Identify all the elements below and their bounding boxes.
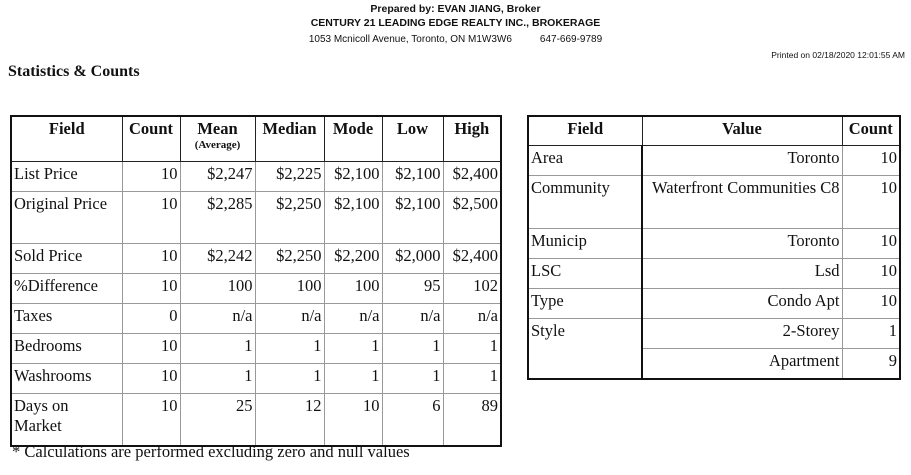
cell-field: Washrooms <box>11 364 122 394</box>
prepared-by: Prepared by: EVAN JIANG, Broker <box>370 3 541 15</box>
cell-count: 10 <box>122 192 180 244</box>
header-mean <box>180 116 255 162</box>
cell-mean: $2,285 <box>180 192 255 244</box>
cell-mode: $2,200 <box>324 244 382 274</box>
cell-value: Toronto <box>642 146 842 176</box>
cell-mean: 1 <box>180 334 255 364</box>
cell-count: 1 <box>842 319 900 349</box>
table-row <box>11 162 501 192</box>
cell-mode: 1 <box>324 364 382 394</box>
header-count: Count <box>122 116 180 162</box>
cell-field: Type <box>528 289 642 319</box>
brokerage-address: 1053 Mcnicoll Avenue, Toronto, ON M1W3W6 <box>308 34 512 45</box>
cell-high: $2,500 <box>443 192 501 244</box>
cell-high: $2,400 <box>443 244 501 274</box>
cell-mode: $2,100 <box>324 162 382 192</box>
header-mean-label: Mean <box>197 119 238 138</box>
cell-count: 10 <box>122 334 180 364</box>
cell-field: %Difference <box>11 274 122 304</box>
cell-low: n/a <box>382 304 443 334</box>
table-row <box>11 274 501 304</box>
field-value-table <box>527 115 901 380</box>
cell-field: Community <box>528 176 642 229</box>
cell-mode: 100 <box>324 274 382 304</box>
table-row <box>528 176 900 229</box>
brokerage-contact <box>0 34 911 45</box>
cell-field: List Price <box>11 162 122 192</box>
cell-count: 9 <box>842 349 900 380</box>
cell-median: 1 <box>255 334 324 364</box>
cell-field: Original Price <box>11 192 122 244</box>
cell-count: 10 <box>842 229 900 259</box>
cell-field <box>528 349 642 380</box>
cell-low: 95 <box>382 274 443 304</box>
field-value-header-row <box>528 116 900 146</box>
cell-field: LSC <box>528 259 642 289</box>
cell-high: 1 <box>443 334 501 364</box>
cell-mode: $2,100 <box>324 192 382 244</box>
table-row <box>528 349 900 380</box>
cell-value: Apartment <box>642 349 842 380</box>
cell-low: 1 <box>382 364 443 394</box>
cell-median: 1 <box>255 364 324 394</box>
footnote: * Calculations are performed excluding zero and null values <box>12 442 410 461</box>
cell-median: 100 <box>255 274 324 304</box>
cell-median: n/a <box>255 304 324 334</box>
cell-mode: 1 <box>324 334 382 364</box>
cell-median: $2,225 <box>255 162 324 192</box>
header-low: Low <box>382 116 443 162</box>
cell-high: 89 <box>443 394 501 447</box>
header-high: High <box>443 116 501 162</box>
cell-count: 10 <box>842 259 900 289</box>
cell-count: 10 <box>842 289 900 319</box>
section-title: Statistics & Counts <box>8 63 140 80</box>
cell-mean: 1 <box>180 364 255 394</box>
cell-count: 10 <box>122 162 180 192</box>
cell-mean: 100 <box>180 274 255 304</box>
cell-value: 2-Storey <box>642 319 842 349</box>
cell-value: Toronto <box>642 229 842 259</box>
table-row <box>11 394 501 447</box>
cell-field: Days on Market <box>11 394 122 447</box>
table-row <box>11 304 501 334</box>
cell-high: 1 <box>443 364 501 394</box>
cell-mean: 25 <box>180 394 255 447</box>
statistics-table <box>10 115 502 447</box>
brokerage-name: CENTURY 21 LEADING EDGE REALTY INC., BROKERAGE <box>310 17 601 29</box>
cell-field: Municip <box>528 229 642 259</box>
cell-field: Bedrooms <box>11 334 122 364</box>
table-row <box>528 289 900 319</box>
table-row <box>528 229 900 259</box>
cell-low: $2,100 <box>382 192 443 244</box>
cell-mode: n/a <box>324 304 382 334</box>
cell-mean: $2,247 <box>180 162 255 192</box>
header-median: Median <box>255 116 324 162</box>
table-row <box>11 334 501 364</box>
table-row <box>528 146 900 176</box>
cell-low: $2,100 <box>382 162 443 192</box>
cell-low: 1 <box>382 334 443 364</box>
cell-value: Waterfront Communities C8 <box>642 176 842 229</box>
statistics-header-row <box>11 116 501 162</box>
cell-mode: 10 <box>324 394 382 447</box>
header-value: Value <box>642 116 842 146</box>
cell-count: 10 <box>122 364 180 394</box>
table-row <box>528 319 900 349</box>
cell-median: $2,250 <box>255 244 324 274</box>
header-count: Count <box>842 116 900 146</box>
cell-high: $2,400 <box>443 162 501 192</box>
cell-count: 10 <box>122 394 180 447</box>
cell-count: 10 <box>122 244 180 274</box>
cell-median: 12 <box>255 394 324 447</box>
cell-field: Style <box>528 319 642 349</box>
cell-field: Taxes <box>11 304 122 334</box>
cell-mean: n/a <box>180 304 255 334</box>
cell-low: 6 <box>382 394 443 447</box>
printed-timestamp: Printed on 02/18/2020 12:01:55 AM <box>771 50 905 60</box>
cell-mean: $2,242 <box>180 244 255 274</box>
brokerage-phone: 647-669-9789 <box>539 34 603 45</box>
cell-count: 0 <box>122 304 180 334</box>
header-field: Field <box>528 116 642 146</box>
table-row <box>528 259 900 289</box>
header-mode: Mode <box>324 116 382 162</box>
cell-count: 10 <box>842 146 900 176</box>
cell-field: Sold Price <box>11 244 122 274</box>
cell-count: 10 <box>122 274 180 304</box>
cell-high: n/a <box>443 304 501 334</box>
cell-count: 10 <box>842 176 900 229</box>
table-row <box>11 364 501 394</box>
table-row <box>11 244 501 274</box>
cell-low: $2,000 <box>382 244 443 274</box>
cell-median: $2,250 <box>255 192 324 244</box>
header-field: Field <box>11 116 122 162</box>
header-mean-sublabel: (Average) <box>194 139 241 151</box>
cell-high: 102 <box>443 274 501 304</box>
cell-value: Lsd <box>642 259 842 289</box>
table-row <box>11 192 501 244</box>
cell-field: Area <box>528 146 642 176</box>
cell-value: Condo Apt <box>642 289 842 319</box>
